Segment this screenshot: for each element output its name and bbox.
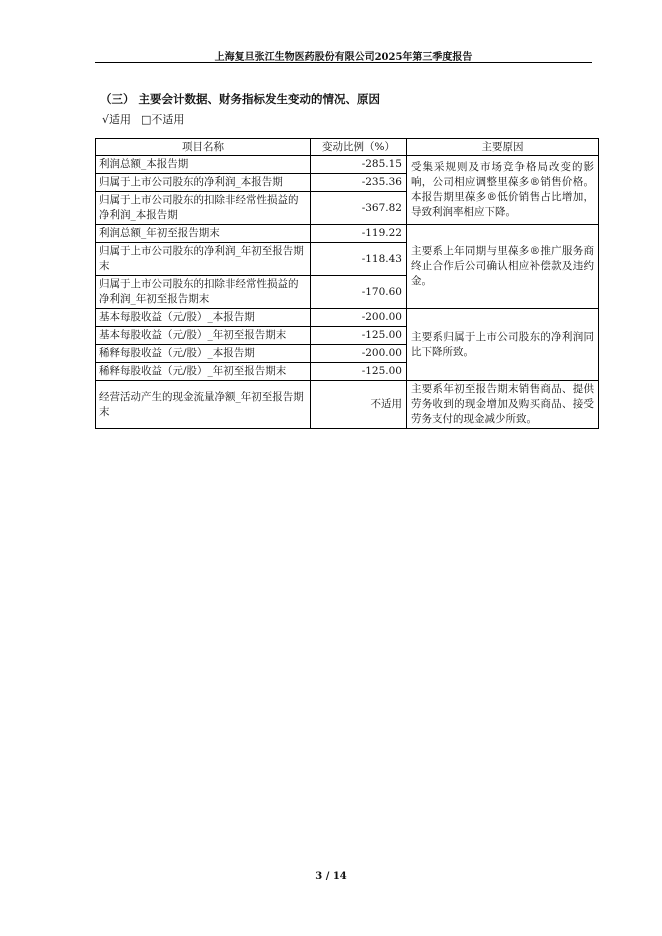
- reason-cell: 受集采规则及市场竞争格局改变的影响，公司相应调整里葆多®销售价格。本报告期里葆多®低价销售占比增加，导致利润率相应下降。: [407, 156, 599, 225]
- reason-cell: 主要系归属于上市公司股东的净利润同比下降所致。: [407, 309, 599, 381]
- applicability-options: [102, 111, 184, 127]
- reason-cell: 主要系上年同期与里葆多®推广服务商终止合作后公司确认相应补偿款及违约金。: [407, 225, 599, 309]
- reason-cell: 主要系年初至报告期末销售商品、提供劳务收到的现金增加及购买商品、接受劳务支付的现金减少所致。: [407, 381, 599, 429]
- table-row: [96, 225, 599, 243]
- column-header-item: 项目名称: [96, 139, 311, 156]
- item-name: 稀释每股收益（元/股）_年初至报告期末: [96, 363, 311, 381]
- section-title: （三） 主要会计数据、财务指标发生变动的情况、原因: [100, 92, 381, 106]
- item-name: 基本每股收益（元/股）_本报告期: [96, 309, 311, 327]
- change-value: -235.36: [311, 174, 407, 192]
- table-row: [96, 156, 599, 174]
- change-value: -170.60: [311, 276, 407, 309]
- change-value: -118.43: [311, 243, 407, 276]
- not-applicable-label: 不适用: [151, 113, 185, 126]
- check-mark-icon: √: [102, 112, 110, 126]
- column-header-change: 变动比例（%）: [311, 139, 407, 156]
- item-name: 利润总额_本报告期: [96, 156, 311, 174]
- page-header-title: 上海复旦张江生物医药股份有限公司2025年第三季度报告: [214, 52, 473, 63]
- change-value: -285.15: [311, 156, 407, 174]
- item-name: 归属于上市公司股东的净利润_本报告期: [96, 174, 311, 192]
- change-value: -200.00: [311, 309, 407, 327]
- item-name: 归属于上市公司股东的扣除非经常性损益的净利润_年初至报告期末: [96, 276, 311, 309]
- table-row: [96, 309, 599, 327]
- change-value: 不适用: [311, 381, 407, 429]
- checkbox-empty-icon: □: [141, 112, 152, 126]
- change-value: -125.00: [311, 363, 407, 381]
- item-name: 利润总额_年初至报告期末: [96, 225, 311, 243]
- page-number: 3 / 14: [315, 871, 347, 882]
- column-header-reason: 主要原因: [407, 139, 599, 156]
- change-value: -119.22: [311, 225, 407, 243]
- item-name: 基本每股收益（元/股）_年初至报告期末: [96, 327, 311, 345]
- change-value: -367.82: [311, 192, 407, 225]
- item-name: 归属于上市公司股东的净利润_年初至报告期末: [96, 243, 311, 276]
- item-name: 归属于上市公司股东的扣除非经常性损益的净利润_本报告期: [96, 192, 311, 225]
- item-name: 经营活动产生的现金流量净额_年初至报告期末: [96, 381, 311, 429]
- header-divider: [95, 62, 592, 63]
- change-value: -125.00: [311, 327, 407, 345]
- financial-changes-table: [95, 138, 599, 429]
- table-row: [96, 381, 599, 429]
- change-value: -200.00: [311, 345, 407, 363]
- table-header-row: [96, 139, 599, 156]
- applicable-label: 适用: [109, 113, 132, 126]
- item-name: 稀释每股收益（元/股）_本报告期: [96, 345, 311, 363]
